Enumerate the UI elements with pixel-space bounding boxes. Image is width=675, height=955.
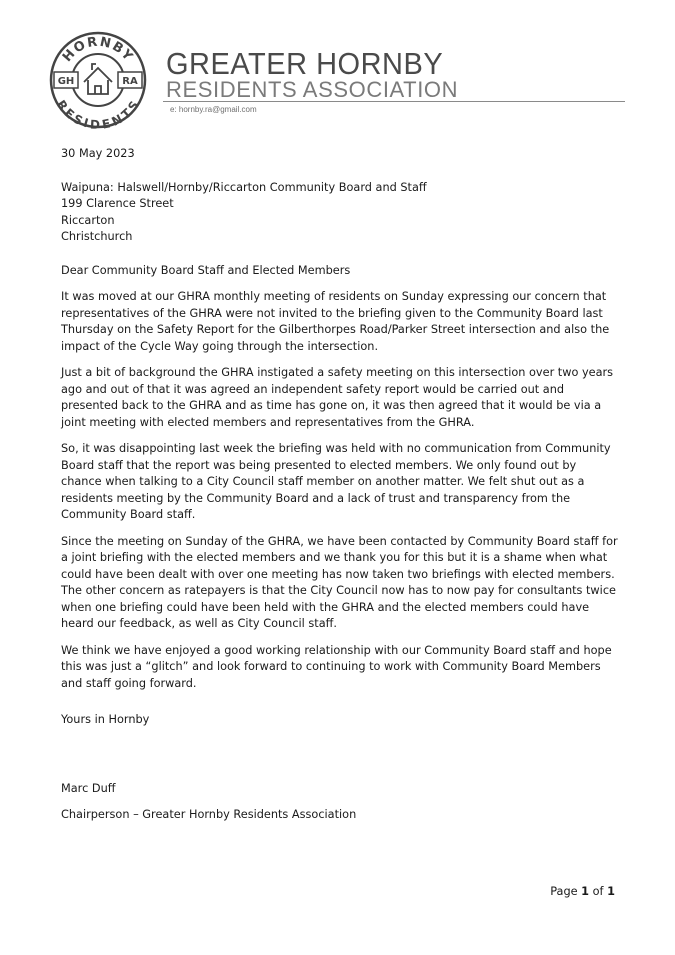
- logo-house-icon: [84, 64, 112, 94]
- letterhead-divider: [163, 101, 625, 102]
- page-total: 1: [607, 885, 615, 898]
- signatory-name: Marc Duff: [61, 781, 116, 795]
- recipient-address: [61, 180, 619, 246]
- address-line: 199 Clarence Street: [61, 197, 174, 210]
- logo-top-text: HORNBY: [59, 34, 137, 66]
- body-paragraph: We think we have enjoyed a good working relationship with our Community Board staff and hope this was just a “glitch” and look forward to continuing to work with Community Board Members and staff going forward.: [61, 643, 612, 690]
- letter-body: [61, 146, 619, 824]
- closing: Yours in Hornby: [61, 713, 150, 726]
- letterhead: [0, 0, 675, 130]
- body-paragraph: Just a bit of background the GHRA instigated a safety meeting on this intersection over two years ago and out of that it was agreed an independent safety report would be carried out and presented back to the GHRA and as time has gone on, it was then agreed that it would be via a joint meeting with elected members and representatives from the GHRA.: [61, 366, 614, 429]
- body-paragraph: Since the meeting on Sunday of the GHRA, we have been contacted by Community Board staff for a joint briefing with the elected members and we thank you for this but it is a shame when what could have been dealt with over one meeting has now taken two briefings with elected members. The other concern as ratepayers is that the City Council now has to now pay for consultants twice when one briefing could have been held with the GHRA and the elected members could have heard our feedback, as well as City Council staff.: [61, 534, 618, 630]
- address-line: Christchurch: [61, 230, 133, 243]
- body-paragraph: It was moved at our GHRA monthly meeting of residents on Sunday expressing our concern that representatives of the GHRA were not invited to the briefing given to the Community Board last Thursday on the Safety Report for the Gilberthorpes Road/Parker Street intersection and also the impact of the Cycle Way going through the intersection.: [61, 290, 610, 353]
- address-line: Waipuna: Halswell/Hornby/Riccarton Community Board and Staff: [61, 180, 427, 194]
- page-label: Page: [550, 885, 578, 898]
- svg-text:RESIDENTS: [54, 98, 142, 130]
- org-name-line1: GREATER HORNBY: [166, 48, 444, 82]
- salutation: Dear Community Board Staff and Elected Members: [61, 263, 351, 277]
- org-name-line2: RESIDENTS ASSOCIATION: [166, 77, 459, 102]
- logo-right-letters: RA: [122, 76, 138, 87]
- page-current: 1: [581, 885, 590, 898]
- contact-email: e: hornby.ra@gmail.com: [170, 105, 257, 114]
- logo-bottom-text: RESIDENTS: [53, 97, 143, 130]
- letter-date: 30 May 2023: [61, 147, 135, 160]
- svg-text:HORNBY: [60, 35, 136, 65]
- address-line: Riccarton: [61, 213, 115, 227]
- signatory-title: Chairperson – Greater Hornby Residents Association: [61, 808, 357, 821]
- logo-left-letters: GH: [57, 76, 75, 87]
- page-number: [550, 885, 615, 898]
- page-of: of: [592, 885, 604, 898]
- association-logo: [48, 30, 148, 130]
- body-paragraph: So, it was disappointing last week the briefing was held with no communication from Community Board staff that the report was being presented to elected members. We only found out by chance when talking to a City Council staff member on another matter. We felt shut out as a residents meeting by the Community Board and a lack of trust and transparency from the Community Board staff.: [61, 442, 611, 521]
